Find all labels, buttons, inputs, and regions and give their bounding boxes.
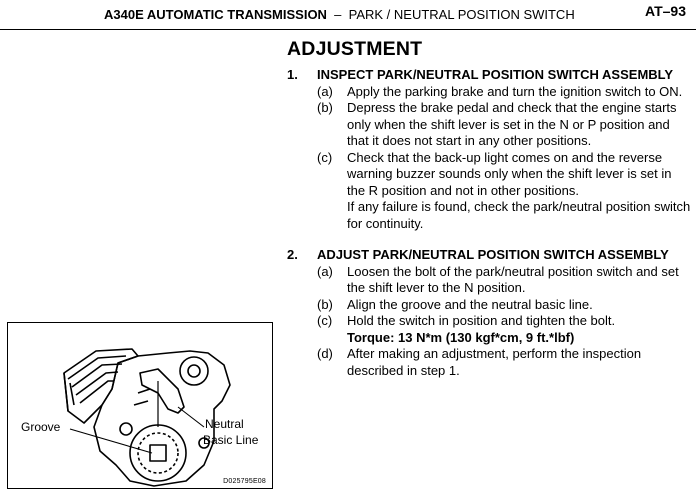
item-letter: (d) <box>317 346 333 361</box>
step-title: ADJUST PARK/NEUTRAL POSITION SWITCH ASSEMBLY <box>317 247 669 262</box>
header-title <box>104 7 575 22</box>
torque-spec: Torque: 13 N*m (130 kgf*cm, 9 ft.*lbf) <box>347 329 575 345</box>
item-letter: (c) <box>317 149 333 165</box>
list-item <box>287 313 692 346</box>
label-neutral: Neutral <box>205 417 244 431</box>
failure-note: If any failure is found, check the park/neutral position switch for continuity. <box>347 199 691 231</box>
item-letter: (b) <box>317 296 333 312</box>
label-basic-line: Basic Line <box>203 433 259 447</box>
step-items <box>287 84 692 200</box>
step-2 <box>287 247 692 379</box>
item-text: Align the groove and the neutral basic line. <box>347 296 593 312</box>
step-number: 2. <box>287 247 298 262</box>
item-letter: (b) <box>317 100 333 115</box>
item-text: Hold the switch in position and tighten the bolt. <box>347 313 616 328</box>
list-item <box>287 150 692 200</box>
item-text: Loosen the bolt of the park/neutral position switch and set the shift lever to the N position. <box>347 263 679 295</box>
switch-drawing <box>8 323 272 488</box>
list-item <box>287 346 692 379</box>
step-items <box>287 264 692 380</box>
header-rule <box>0 29 696 30</box>
page-number: AT–93 <box>645 3 686 19</box>
main-content <box>287 37 692 379</box>
page-header <box>0 0 696 30</box>
item-text: After making an adjustment, perform the inspection described in step 1. <box>347 346 642 378</box>
item-letter: (c) <box>317 313 333 328</box>
label-groove: Groove <box>21 420 61 434</box>
header-title-bold: A340E AUTOMATIC TRANSMISSION <box>104 7 327 22</box>
list-item <box>287 84 692 101</box>
item-letter: (a) <box>317 263 333 279</box>
item-text: Depress the brake pedal and check that the engine starts only when the shift lever is set in the N or P position and that it does not start in any other positions. <box>347 100 677 148</box>
step-1 <box>287 67 692 232</box>
header-title-rest: – PARK / NEUTRAL POSITION SWITCH <box>326 7 575 22</box>
section-title: ADJUSTMENT <box>287 38 423 60</box>
item-text: Apply the parking brake and turn the ignition switch to ON. <box>347 83 683 99</box>
item-letter: (a) <box>317 83 333 99</box>
item-text: Check that the back-up light comes on and the reverse warning buzzer sounds only when the shift lever is set in the R position and not in other positions. <box>347 149 672 198</box>
figure-code: D025795E08 <box>223 478 266 485</box>
step-title: INSPECT PARK/NEUTRAL POSITION SWITCH ASSEMBLY <box>317 67 674 82</box>
list-item <box>287 264 692 297</box>
step-number: 1. <box>287 67 298 82</box>
switch-illustration <box>7 322 273 489</box>
list-item <box>287 100 692 150</box>
list-item <box>287 297 692 314</box>
